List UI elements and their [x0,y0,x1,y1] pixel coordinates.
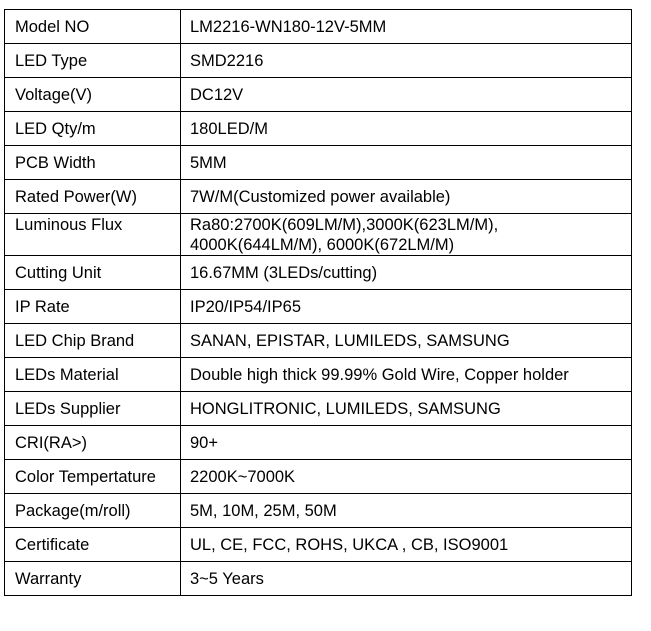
row-value-ip-rate: IP20/IP54/IP65 [181,290,632,324]
row-label-cutting-unit: Cutting Unit [5,256,181,290]
row-label-leds-material: LEDs Material [5,358,181,392]
row-label-leds-supplier: LEDs Supplier [5,392,181,426]
table-row [5,528,632,562]
row-value-led-type: SMD2216 [181,44,632,78]
row-value-certificate: UL, CE, FCC, ROHS, UKCA , CB, ISO9001 [181,528,632,562]
row-label-color-temperature: Color Tempertature [5,460,181,494]
row-label-warranty: Warranty [5,562,181,596]
row-value-cutting-unit: 16.67MM (3LEDs/cutting) [181,256,632,290]
table-row [5,112,632,146]
table-row [5,290,632,324]
row-label-led-type: LED Type [5,44,181,78]
table-row [5,426,632,460]
table-row [5,358,632,392]
row-label-package: Package(m/roll) [5,494,181,528]
table-row [5,214,632,256]
table-row [5,494,632,528]
row-label-rated-power: Rated Power(W) [5,180,181,214]
row-value-leds-supplier: HONGLITRONIC, LUMILEDS, SAMSUNG [181,392,632,426]
table-row [5,180,632,214]
row-label-certificate: Certificate [5,528,181,562]
row-label-luminous-flux: Luminous Flux [5,214,181,256]
row-value-led-qty: 180LED/M [181,112,632,146]
row-value-package: 5M, 10M, 25M, 50M [181,494,632,528]
table-row [5,460,632,494]
table-row [5,10,632,44]
luminous-flux-line-2: 4000K(644LM/M), 6000K(672LM/M) [190,236,455,254]
row-value-pcb-width: 5MM [181,146,632,180]
row-value-luminous-flux [181,214,632,256]
row-value-warranty: 3~5 Years [181,562,632,596]
row-label-pcb-width: PCB Width [5,146,181,180]
row-label-led-qty: LED Qty/m [5,112,181,146]
table-row [5,562,632,596]
row-label-cri: CRI(RA>) [5,426,181,460]
row-label-model-no: Model NO [5,10,181,44]
row-label-ip-rate: IP Rate [5,290,181,324]
table-row [5,392,632,426]
row-label-led-chip-brand: LED Chip Brand [5,324,181,358]
table-row [5,256,632,290]
row-value-color-temperature: 2200K~7000K [181,460,632,494]
table-row [5,146,632,180]
row-value-rated-power: 7W/M(Customized power available) [181,180,632,214]
row-value-led-chip-brand: SANAN, EPISTAR, LUMILEDS, SAMSUNG [181,324,632,358]
row-value-cri: 90+ [181,426,632,460]
luminous-flux-line-1: Ra80:2700K(609LM/M),3000K(623LM/M), [190,216,499,234]
table-row [5,44,632,78]
row-value-voltage: DC12V [181,78,632,112]
row-value-leds-material: Double high thick 99.99% Gold Wire, Copper holder [181,358,632,392]
table-row [5,78,632,112]
row-label-voltage: Voltage(V) [5,78,181,112]
table-row [5,324,632,358]
row-value-model-no: LM2216-WN180-12V-5MM [181,10,632,44]
spec-table [4,9,632,596]
